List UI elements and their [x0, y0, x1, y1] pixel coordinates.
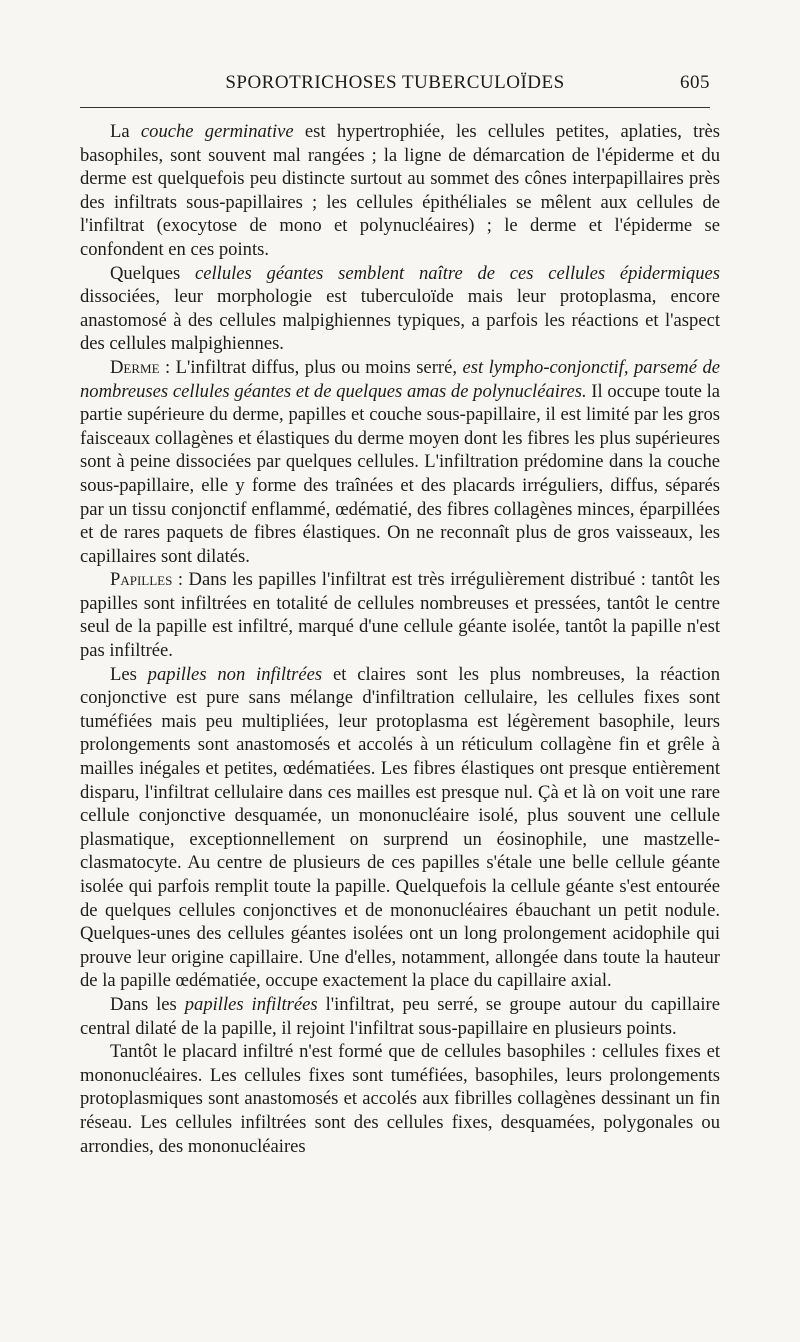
page-number: 605: [680, 72, 710, 93]
running-title: SPOROTRICHOSES TUBERCULOÏDES: [225, 72, 565, 93]
paragraph: Les papilles non infiltrées et claires sont les plus nombreuses, la réaction conjonctive est pure sans mélange d'infiltration cellulaire, les cellules fixes sont tuméfiées mais peu multipliées, leur protoplasma est légèrement basophile, leurs prolongements sont anastomosés et accolés à un réticulum collagène fin et grêle à mailles inégales et petites, œdématiées. Les fibres élastiques ont presque entièrement disparu, l'infiltrat cellulaire dans ces mailles est presque nul. Çà et là on voit une rare cellule conjonctive desquamée, un mononucléaire isolé, plus souvent une cellule plasmatique, exceptionnellement on surprend un éosinophile, une mastzelle-clasmatocyte. Au centre de plusieurs de ces papilles s'étale une belle cellule géante isolée qui parfois remplit toute la papille. Quelquefois la cellule géante s'est entourée de quelques cellules conjonctives et de mononucléaires ébauchant un petit nodule. Quelques-unes des cellules géantes isolées ont un long prolongement acidophile qui prouve leur origine capillaire. Une d'elles, notamment, allongée dans toute la hauteur de la papille œdématiée, occupe exactement la place du capillaire axial.: [80, 663, 721, 992]
paragraph: La couche germinative est hypertrophiée, les cellules petites, aplaties, très basophiles, sont souvent mal rangées ; la ligne de démarcation de l'épiderme et du derme est quelquefois peu distincte surtout au sommet des cônes interpapillaires près des infiltrats sous-papillaires ; les cellules épithéliales se mêlent aux cellules de l'infiltrat (exocytose de mono et polynucléaires) ; le derme et l'épiderme se confondent en ces points.: [80, 121, 720, 260]
running-header: [80, 72, 710, 96]
body-text: [80, 120, 720, 1158]
emphasis: papilles non infiltrées: [147, 663, 323, 685]
paragraph: Quelques cellules géantes semblent naître de ces cellules épidermiques dissociées, leur morphologie est tuberculoïde mais leur protoplasma, encore anastomosé à des cellules malpighiennes typiques, a parfois les réactions et l'aspect des cellules malpighiennes.: [80, 262, 721, 355]
emphasis: papilles infiltrées: [184, 993, 318, 1015]
section-label: Derme: [110, 356, 160, 378]
emphasis: est lympho-conjonctif, parsemé de nombreuses cellules géantes et de quelques amas de polynucléaires.: [80, 356, 720, 402]
header-rule: [80, 107, 710, 108]
paragraph: Tantôt le placard infiltré n'est formé que de cellules basophiles : cellules fixes et mononucléaires. Les cellules fixes sont tuméfiées, basophiles, leurs prolongements protoplasmiques sont anastomosés et accolés aux fibrilles collagènes dessinant un fin réseau. Les cellules infiltrées sont des cellules fixes, desquamées, polygonales ou arrondies, des mononucléaires: [80, 1041, 720, 1157]
emphasis: couche germinative: [140, 121, 294, 142]
paragraph: Derme : L'infiltrat diffus, plus ou moins serré, est lympho-conjonctif, parsemé de nombreuses cellules géantes et de quelques amas de polynucléaires. Il occupe toute la partie supérieure du derme, papilles et couche sous-papillaire, il est limité par les gros faisceaux collagènes et élastiques du derme moyen dont les fibres les plus supérieures sont à peine dissociées par quelques cellules. L'infiltration prédomine dans la couche sous-papillaire, elle y forme des traînées et des placards irréguliers, diffus, séparés par un tissu conjonctif enflammé, œdématié, des fibres collagènes minces, éparpillées et de rares paquets de fibres élastiques. On ne reconnaît plus de gros vaisseaux, les capillaires sont dilatés.: [80, 356, 720, 567]
emphasis: cellules géantes semblent naître de ces cellules épidermiques: [195, 262, 721, 284]
section-label: Papilles: [110, 569, 173, 591]
paragraph: Dans les papilles infiltrées l'infiltrat, peu serré, se groupe autour du capillaire central dilaté de la papille, il rejoint l'infiltrat sous-papillaire en plusieurs points.: [80, 993, 720, 1039]
paragraph: Papilles : Dans les papilles l'infiltrat est très irrégulièrement distribué : tantôt les papilles sont infiltrées en totalité de cellules nombreuses et pressées, tantôt le centre seul de la papille est infiltré, marqué d'une cellule géante isolée, tantôt la papille n'est pas infiltrée.: [80, 569, 720, 662]
